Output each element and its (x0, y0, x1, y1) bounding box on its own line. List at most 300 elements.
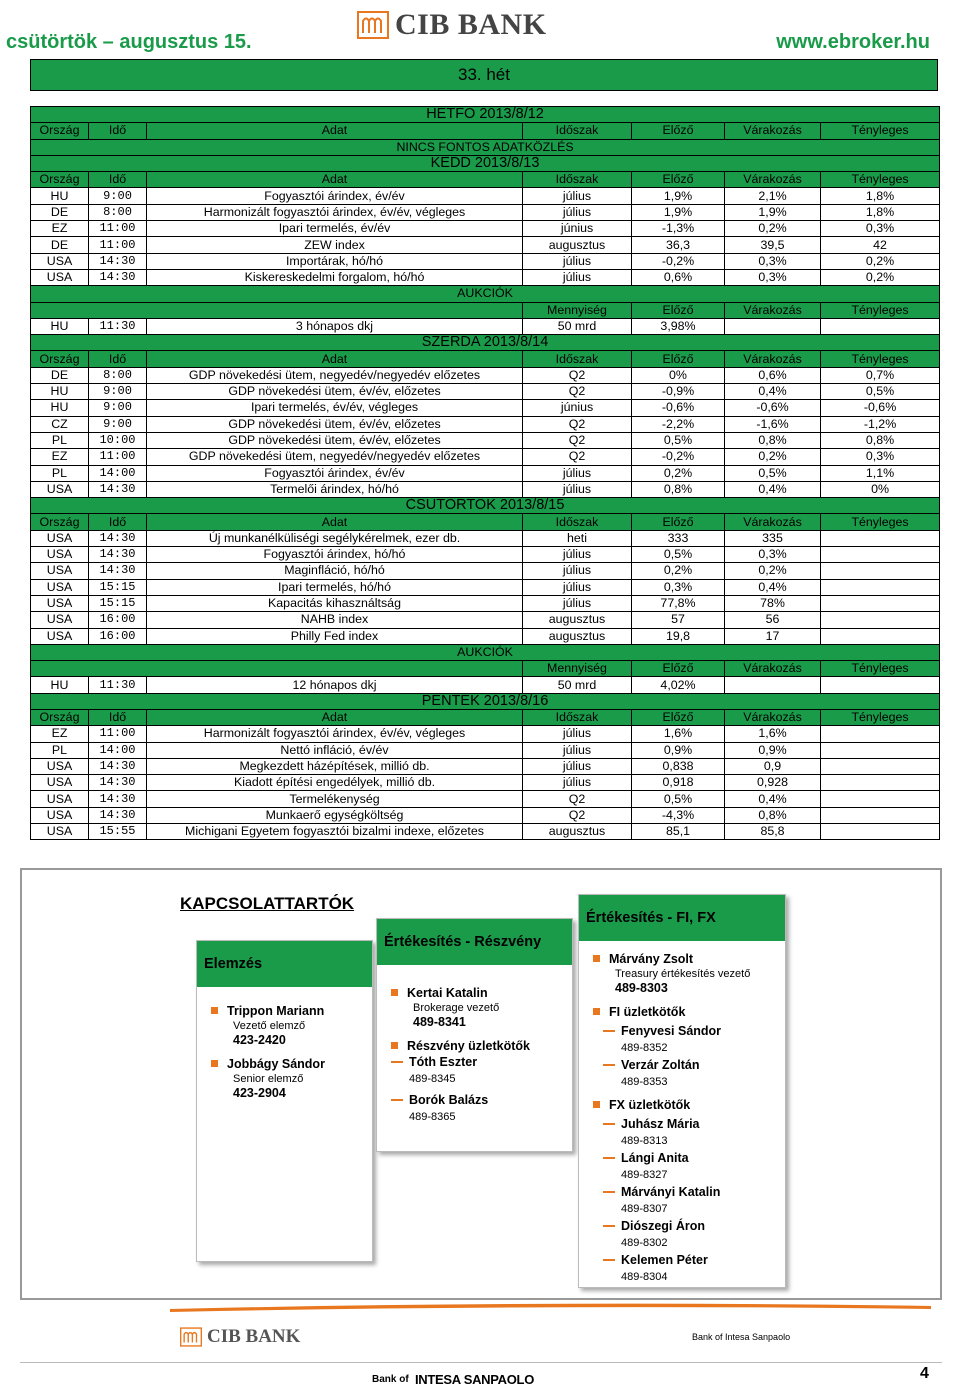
cell: 14:30 (89, 791, 147, 807)
cell: HU (31, 400, 89, 416)
cell: Új munkanélküliségi segélykérelmek, ezer db. (147, 530, 523, 546)
cell: EZ (31, 449, 89, 465)
data-row (31, 530, 940, 546)
cell: 0,5% (632, 432, 725, 448)
column-header: Előző (632, 514, 725, 530)
report-date: csütörtök – augusztus 15. (6, 31, 252, 53)
person-phone: 489-8302 (621, 1237, 668, 1249)
cell: USA (31, 628, 89, 644)
cell: 14:30 (89, 563, 147, 579)
cell: 0,8% (725, 807, 821, 823)
column-header: Mennyiség (523, 302, 632, 318)
cell: 335 (725, 530, 821, 546)
cell: Termelékenység (147, 791, 523, 807)
cell: Kapacitás kihasználtság (147, 595, 523, 611)
person-role: Brokerage vezető (413, 1002, 500, 1014)
cell: GDP növekedési ütem, év/év, előzetes (147, 384, 523, 400)
contact-line (391, 1038, 530, 1054)
cell: július (523, 563, 632, 579)
cell: 14:30 (89, 253, 147, 269)
data-row (31, 775, 940, 791)
group-name: FI üzletkötők (609, 1005, 686, 1019)
cell: Megkezdett házépítések, millió db. (147, 758, 523, 774)
cell: USA (31, 807, 89, 823)
week-banner: 33. hét (30, 59, 938, 91)
column-header: Tényleges (821, 351, 940, 367)
cell: július (523, 758, 632, 774)
person-name: Borók Balázs (409, 1093, 489, 1107)
contact-line (593, 1004, 750, 1020)
cell: 16:00 (89, 612, 147, 628)
cell: 0,4% (725, 384, 821, 400)
data-row (31, 824, 940, 840)
column-header: Tényleges (821, 514, 940, 530)
day-title-row (31, 335, 940, 351)
cell: 11:30 (89, 677, 147, 693)
cell (821, 579, 940, 595)
cell: HU (31, 677, 89, 693)
bullet-dash-icon (603, 1123, 615, 1125)
cell: július (523, 726, 632, 742)
column-header: Adat (147, 172, 523, 188)
cell: 0,9% (725, 742, 821, 758)
cell: 0,2% (821, 253, 940, 269)
cell: Munkaerő egységköltség (147, 807, 523, 823)
data-row (31, 628, 940, 644)
column-header: Tényleges (821, 661, 940, 677)
cell: -0,9% (632, 384, 725, 400)
cell: Importárak, hó/hó (147, 253, 523, 269)
day-title: KEDD 2013/8/13 (31, 155, 940, 171)
cell: július (523, 253, 632, 269)
cell: 1,9% (632, 188, 725, 204)
cell: Harmonizált fogyasztói árindex, év/év, végleges (147, 726, 523, 742)
cell: Q2 (523, 807, 632, 823)
cell: 14:30 (89, 807, 147, 823)
cell: -0,6% (632, 400, 725, 416)
column-header: Tényleges (821, 172, 940, 188)
cell: 1,9% (632, 204, 725, 220)
bullet-square-icon (593, 1008, 600, 1015)
cell: 0,6% (632, 269, 725, 285)
cell: 15:55 (89, 824, 147, 840)
bullet-dash-icon (603, 1157, 615, 1159)
column-header: Előző (632, 709, 725, 725)
cell: 0,928 (725, 775, 821, 791)
cell: Nettó infláció, év/év (147, 742, 523, 758)
cell: július (523, 481, 632, 497)
cell: Fogyasztói árindex, hó/hó (147, 547, 523, 563)
cell: 0% (821, 481, 940, 497)
cell (821, 791, 940, 807)
cell: 0,918 (632, 775, 725, 791)
column-header: Ország (31, 351, 89, 367)
cell: 8:00 (89, 204, 147, 220)
contact-line (593, 1116, 750, 1148)
cell (821, 824, 940, 840)
cell: 1,1% (821, 465, 940, 481)
page-number: 4 (920, 1365, 929, 1382)
cell: 0,5% (632, 791, 725, 807)
cell (821, 318, 940, 334)
cell: 0,5% (632, 547, 725, 563)
data-row (31, 432, 940, 448)
column-header: Időszak (523, 172, 632, 188)
cell: DE (31, 367, 89, 383)
contact-line (593, 951, 750, 996)
person-name: Lángi Anita (621, 1151, 689, 1165)
cell: 78% (725, 595, 821, 611)
cell: 9:00 (89, 416, 147, 432)
bullet-square-icon (593, 955, 600, 962)
cell: HU (31, 384, 89, 400)
bullet-dash-icon (603, 1225, 615, 1227)
person-name: Trippon Mariann (227, 1004, 325, 1018)
no-data-row (31, 139, 940, 155)
cell: Q2 (523, 416, 632, 432)
cell: július (523, 547, 632, 563)
cell: 17 (725, 628, 821, 644)
cell: 0,9 (725, 758, 821, 774)
cell: Ipari termelés, év/év (147, 221, 523, 237)
cell: -0,2% (632, 449, 725, 465)
cell: 0,7% (821, 367, 940, 383)
cell (821, 612, 940, 628)
cell: 50 mrd (523, 677, 632, 693)
column-header: Idő (89, 172, 147, 188)
reszveny-list (391, 985, 530, 1124)
contact-line (593, 1057, 750, 1089)
contact-line (593, 1097, 750, 1113)
cell: augusztus (523, 237, 632, 253)
cell: Fogyasztói árindex, év/év (147, 188, 523, 204)
column-header: Várakozás (725, 123, 821, 139)
data-row (31, 742, 940, 758)
auction-title: AUKCIÓK (31, 644, 940, 660)
cell: PL (31, 465, 89, 481)
cell: USA (31, 269, 89, 285)
cell (725, 318, 821, 334)
cell: HU (31, 188, 89, 204)
data-row (31, 269, 940, 285)
column-header: Ország (31, 172, 89, 188)
column-header: Időszak (523, 123, 632, 139)
cell: 12 hónapos dkj (147, 677, 523, 693)
bullet-square-icon (391, 1042, 398, 1049)
cell: USA (31, 563, 89, 579)
calendar-table (30, 106, 940, 840)
day-title: PENTEK 2013/8/16 (31, 693, 940, 709)
cell: 11:00 (89, 221, 147, 237)
day-title-row (31, 155, 940, 171)
data-row (31, 188, 940, 204)
person-phone: 423-2904 (233, 1086, 286, 1100)
cell: 0,2% (632, 465, 725, 481)
cell: 8:00 (89, 367, 147, 383)
person-phone: 489-8313 (621, 1135, 668, 1147)
contacts-box (20, 868, 942, 1300)
cell: HU (31, 318, 89, 334)
cell: GDP növekedési ütem, év/év, előzetes (147, 432, 523, 448)
cell: 14:30 (89, 481, 147, 497)
cell: 1,8% (821, 204, 940, 220)
cell: USA (31, 530, 89, 546)
group-name: Részvény üzletkötők (407, 1039, 530, 1053)
cell: 85,1 (632, 824, 725, 840)
cell: 11:00 (89, 726, 147, 742)
elemzes-list (211, 1003, 325, 1101)
person-phone: 489-8341 (413, 1015, 466, 1029)
cell: Maginfláció, hó/hó (147, 563, 523, 579)
cell: DE (31, 237, 89, 253)
cell: Q2 (523, 384, 632, 400)
cell: -1,6% (725, 416, 821, 432)
cell: heti (523, 530, 632, 546)
cell: Harmonizált fogyasztói árindex, év/év, végleges (147, 204, 523, 220)
cell: 85,8 (725, 824, 821, 840)
cell: Q2 (523, 367, 632, 383)
cell: 14:00 (89, 742, 147, 758)
cell: 19,8 (632, 628, 725, 644)
cell: 56 (725, 612, 821, 628)
contact-line (391, 1092, 530, 1124)
day-title-row (31, 693, 940, 709)
cell: július (523, 269, 632, 285)
data-row (31, 563, 940, 579)
data-row (31, 367, 940, 383)
person-phone: 423-2420 (233, 1033, 286, 1047)
cell: 2,1% (725, 188, 821, 204)
cell: 1,6% (632, 726, 725, 742)
cell: USA (31, 824, 89, 840)
cell: USA (31, 481, 89, 497)
bullet-square-icon (391, 989, 398, 996)
auction-header-row (31, 302, 940, 318)
column-header-row (31, 172, 940, 188)
cell: Fogyasztói árindex, év/év (147, 465, 523, 481)
cell: 11:00 (89, 237, 147, 253)
cell: 11:30 (89, 318, 147, 334)
data-row (31, 791, 940, 807)
logo-text: CIB BANK (395, 8, 547, 41)
column-header: Tényleges (821, 709, 940, 725)
cell: július (523, 595, 632, 611)
cell: 4,02% (632, 677, 725, 693)
column-header-row (31, 709, 940, 725)
column-header: Ország (31, 514, 89, 530)
column-header: Előző (632, 123, 725, 139)
cell: CZ (31, 416, 89, 432)
contact-line (391, 985, 530, 1030)
cell: 36,3 (632, 237, 725, 253)
cell: 15:15 (89, 579, 147, 595)
cell: 0,8% (821, 432, 940, 448)
person-phone: 489-8345 (409, 1073, 456, 1085)
cell (821, 758, 940, 774)
cell (821, 677, 940, 693)
contact-line (593, 1023, 750, 1055)
cell: július (523, 188, 632, 204)
cell: 0,2% (725, 221, 821, 237)
no-data-note: NINCS FONTOS ADATKÖZLÉS (31, 139, 940, 155)
cell (821, 530, 940, 546)
cell: 0,838 (632, 758, 725, 774)
panel-heading: Értékesítés - Részvény (377, 919, 572, 965)
cell: 0,8% (632, 481, 725, 497)
column-header: Időszak (523, 709, 632, 725)
column-header-row (31, 514, 940, 530)
column-header: Idő (89, 351, 147, 367)
cell: USA (31, 612, 89, 628)
cell: 42 (821, 237, 940, 253)
person-name: Diószegi Áron (621, 1219, 706, 1233)
cell: PL (31, 432, 89, 448)
cell: -2,2% (632, 416, 725, 432)
cell: GDP növekedési ütem, év/év, előzetes (147, 416, 523, 432)
column-header: Várakozás (725, 302, 821, 318)
cell: 0,3% (725, 547, 821, 563)
website-link[interactable]: www.ebroker.hu (776, 31, 930, 53)
cell (821, 595, 940, 611)
cell: 57 (632, 612, 725, 628)
cell: Philly Fed index (147, 628, 523, 644)
person-name: Kertai Katalin (407, 986, 488, 1000)
person-name: Márványi Katalin (621, 1185, 721, 1199)
column-header: Előző (632, 172, 725, 188)
cell: 1,9% (725, 204, 821, 220)
panel-heading: Elemzés (197, 941, 372, 987)
cell: 15:15 (89, 595, 147, 611)
footer-divider (20, 1362, 942, 1363)
panel-heading: Értékesítés - FI, FX (579, 895, 785, 941)
data-row (31, 449, 940, 465)
data-row (31, 758, 940, 774)
cell: június (523, 221, 632, 237)
column-header: Adat (147, 709, 523, 725)
orange-swoosh (170, 1302, 931, 1312)
column-header: Várakozás (725, 514, 821, 530)
cell: 77,8% (632, 595, 725, 611)
cell: USA (31, 791, 89, 807)
group-name: FX üzletkötők (609, 1098, 691, 1112)
column-header: Előző (632, 661, 725, 677)
contact-line (391, 1054, 530, 1086)
cell: 333 (632, 530, 725, 546)
column-header: Idő (89, 709, 147, 725)
cell: 0,3% (821, 221, 940, 237)
column-header: Adat (147, 514, 523, 530)
bullet-dash-icon (391, 1099, 403, 1101)
bullet-square-icon (211, 1007, 218, 1014)
bullet-dash-icon (603, 1064, 615, 1066)
cell (31, 302, 523, 318)
person-phone: 489-8353 (621, 1076, 668, 1088)
auction-title: AUKCIÓK (31, 286, 940, 302)
cell: 0,3% (725, 269, 821, 285)
cell (821, 563, 940, 579)
data-row (31, 221, 940, 237)
cell (821, 742, 940, 758)
cell: ZEW index (147, 237, 523, 253)
cell: 0,5% (821, 384, 940, 400)
cell: 9:00 (89, 400, 147, 416)
cell: 0,3% (725, 253, 821, 269)
data-row (31, 416, 940, 432)
cell: 0,3% (821, 449, 940, 465)
cell: -1,2% (821, 416, 940, 432)
column-header: Tényleges (821, 123, 940, 139)
cell: 1,6% (725, 726, 821, 742)
person-role: Treasury értékesítés vezető (615, 968, 751, 980)
person-name: Verzár Zoltán (621, 1058, 700, 1072)
cell: 39,5 (725, 237, 821, 253)
column-header: Várakozás (725, 351, 821, 367)
cell: Q2 (523, 449, 632, 465)
cell: 14:30 (89, 547, 147, 563)
person-phone: 489-8303 (615, 981, 668, 995)
cell: 0% (632, 367, 725, 383)
data-row (31, 595, 940, 611)
cell: 0,5% (725, 465, 821, 481)
day-title-row (31, 498, 940, 514)
bullet-dash-icon (603, 1030, 615, 1032)
cell: 11:00 (89, 449, 147, 465)
cell: Ipari termelés, hó/hó (147, 579, 523, 595)
cell: EZ (31, 726, 89, 742)
cell: 16:00 (89, 628, 147, 644)
cell: 0,4% (725, 579, 821, 595)
cell: USA (31, 253, 89, 269)
person-role: Senior elemző (233, 1073, 304, 1085)
contact-line (593, 1218, 750, 1250)
bullet-square-icon (593, 1101, 600, 1108)
cell: 14:30 (89, 758, 147, 774)
cib-logo (357, 8, 547, 42)
data-row (31, 481, 940, 497)
column-header: Várakozás (725, 661, 821, 677)
person-phone: 489-8352 (621, 1042, 668, 1054)
column-header: Mennyiség (523, 661, 632, 677)
column-header: Idő (89, 123, 147, 139)
person-name: Márvány Zsolt (609, 952, 694, 966)
cell (821, 807, 940, 823)
cell: július (523, 775, 632, 791)
column-header: Várakozás (725, 709, 821, 725)
panel-reszveny (376, 918, 573, 1152)
cell: 14:00 (89, 465, 147, 481)
cell: -0,2% (632, 253, 725, 269)
cell: augusztus (523, 628, 632, 644)
data-row (31, 547, 940, 563)
contact-line (593, 1150, 750, 1182)
cell: 1,8% (821, 188, 940, 204)
bullet-dash-icon (603, 1259, 615, 1261)
cell: július (523, 204, 632, 220)
cell: 0,2% (725, 449, 821, 465)
cell (821, 628, 940, 644)
cell (31, 661, 523, 677)
cell: 0,2% (821, 269, 940, 285)
data-row (31, 384, 940, 400)
contact-line (211, 1056, 325, 1101)
cell: 0,9% (632, 742, 725, 758)
day-title: SZERDA 2013/8/14 (31, 335, 940, 351)
cell: Q2 (523, 791, 632, 807)
person-phone: 489-8304 (621, 1271, 668, 1283)
person-phone: 489-8365 (409, 1111, 456, 1123)
cell: USA (31, 758, 89, 774)
cell: USA (31, 595, 89, 611)
